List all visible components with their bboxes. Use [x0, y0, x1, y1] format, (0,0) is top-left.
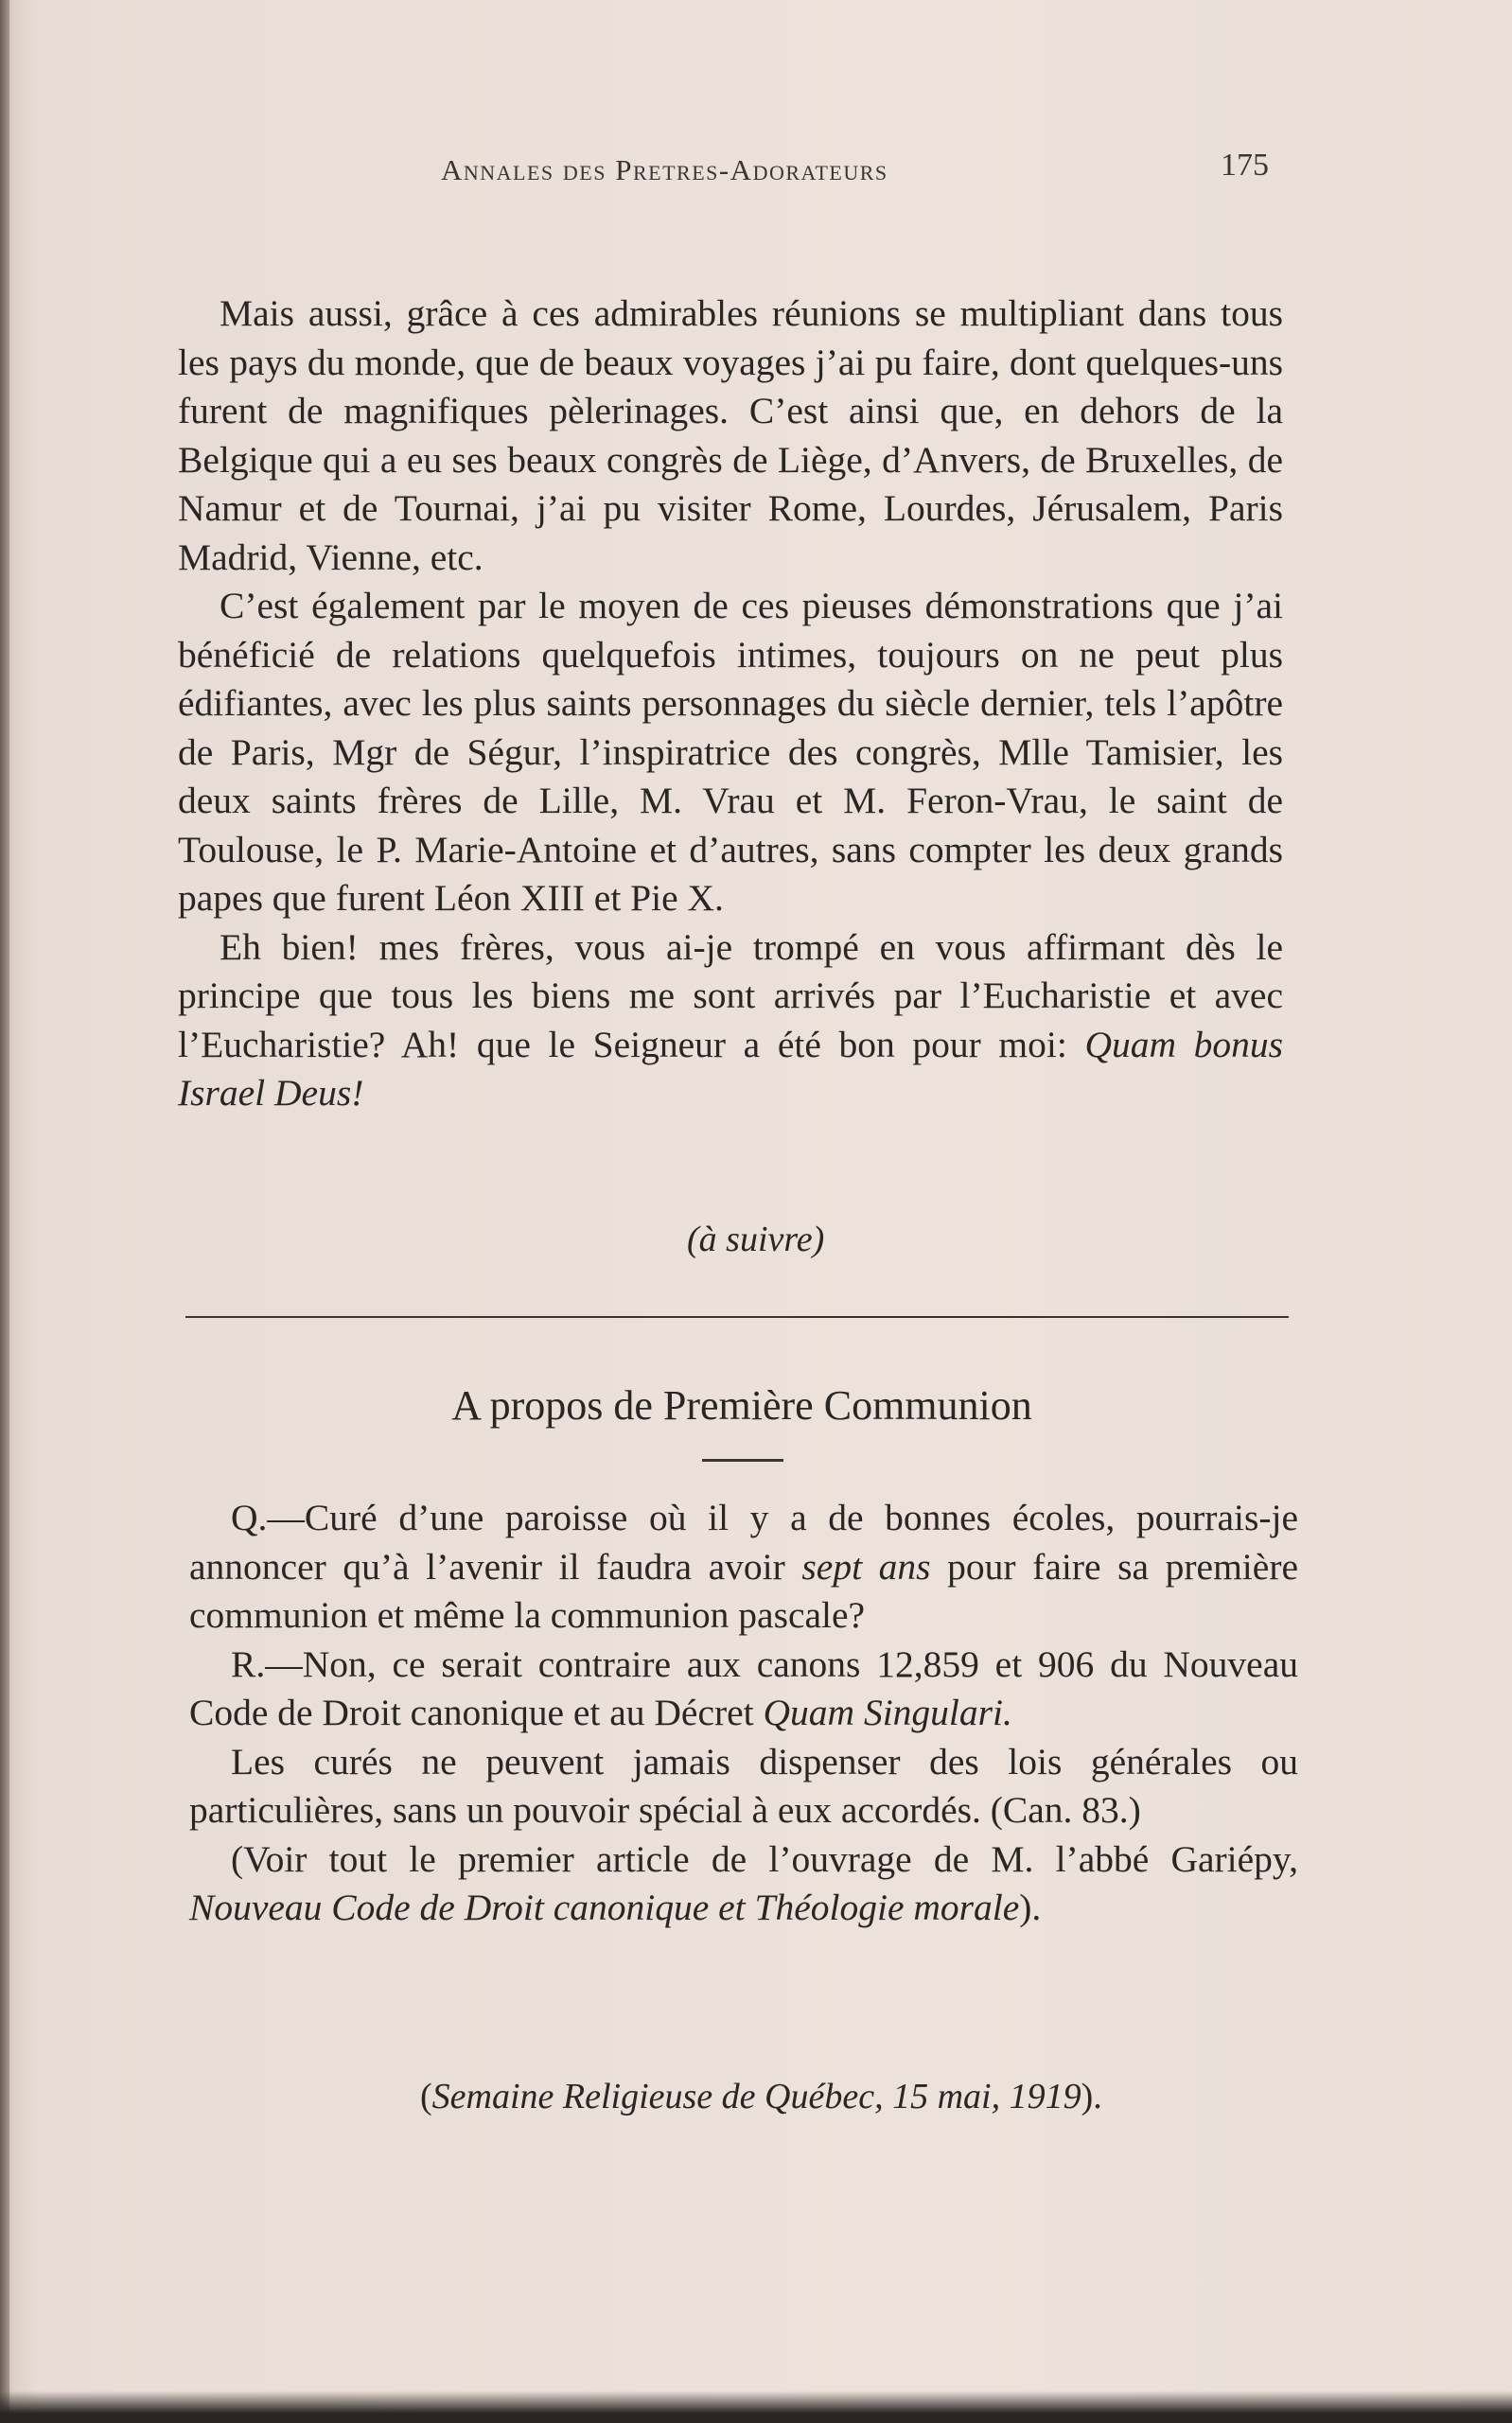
book-spine-shadow — [0, 0, 9, 2423]
paragraph-relations: C’est également par le moyen de ces pieuses démonstrations que j’ai bénéficié de relations quelquefois intimes, toujours on ne peut plus édifiantes, avec les plus saints personnages du siècle dernier, tels l’apôtre de Paris, Mgr de Ségur, l’inspiratrice des congrès, Mlle Tamisier, les deux saints frères de Lille, M. Vrau et M. Feron-Vrau, le saint de Toulouse, le P. Marie-Antoine et d’autres, sans compter les deux grands papes que furent Léon XIII et Pie X. — [178, 585, 1283, 919]
response-decree: Quam Singulari. — [763, 1692, 1012, 1733]
voir-book-title: Nouveau Code de Droit canonique et Théologie morale — [189, 1887, 1020, 1928]
conclusion-latin: Quam bonus Israel Deus! — [178, 1023, 1283, 1114]
paragraph-voyages: Mais aussi, grâce à ces admirables réunions se multipliant dans tous les pays du monde, que de beaux voyages j’ai pu faire, dont quelques-uns furent de magnifiques pèlerinages. C’est ainsi que, en dehors de la Belgique qui a eu ses beaux congrès de Liège, d’Anvers, de Bruxelles, de Namur et de Tournai, j’ai pu visiter Rome, Lourdes, Jérusalem, Paris Madrid, Vienne, etc. — [178, 292, 1283, 578]
title-underline — [702, 1459, 783, 1462]
page-number: 175 — [1221, 148, 1269, 183]
cures-paragraph: Les curés ne peuvent jamais dispenser des lois générales ou particulières, sans un pouvoir spécial à eux accordés. (Can. 83.) — [189, 1740, 1298, 1831]
to-be-continued: (à suivre) — [687, 1220, 825, 1259]
article-title: A propos de Première Communion — [451, 1382, 1032, 1429]
conclusion-text: Eh bien! mes frères, vous ai-je trompé en vous affirmant dès le principe que tous les biens me sont arrivés par l’Eucharistie et avec l’Eucharistie? Ah! que le Seigneur a été bon pour moi: — [178, 925, 1283, 1065]
voir-paragraph — [189, 1835, 1298, 1933]
source-citation — [420, 2076, 1102, 2117]
question-text-end: pour faire sa première communion et même la communion pascale? — [189, 1545, 1299, 1636]
source-close: ). — [1081, 2077, 1102, 2116]
question-paragraph — [189, 1494, 1298, 1641]
response-text: R.—Non, ce serait contraire aux canons 12,859 et 906 du Nouveau Code de Droit canonique et au Décret — [189, 1642, 1298, 1733]
running-head: Annales des Pretres-Adorateurs — [441, 153, 888, 186]
source-title: Semaine Religieuse de Québec, 15 mai, 1919 — [431, 2077, 1081, 2116]
voir-text-end: ). — [1019, 1887, 1042, 1928]
section-divider — [185, 1316, 1289, 1318]
page-bottom-edge — [0, 2391, 1512, 2423]
continued-article-text — [178, 290, 1283, 1118]
question-emphasis: sept ans — [801, 1545, 931, 1588]
question-text: Q.—Curé d’une paroisse où il y a de bonnes écoles, pourrais-je annoncer qu’à l’avenir il faudra avoir — [189, 1497, 1298, 1588]
article-body — [189, 1494, 1298, 1933]
response-paragraph — [189, 1641, 1298, 1738]
paragraph-conclusion — [178, 923, 1283, 1118]
voir-text: (Voir tout le premier article de l’ouvrage de M. l’abbé Gariépy, — [231, 1837, 1298, 1880]
source-open: ( — [420, 2077, 432, 2116]
